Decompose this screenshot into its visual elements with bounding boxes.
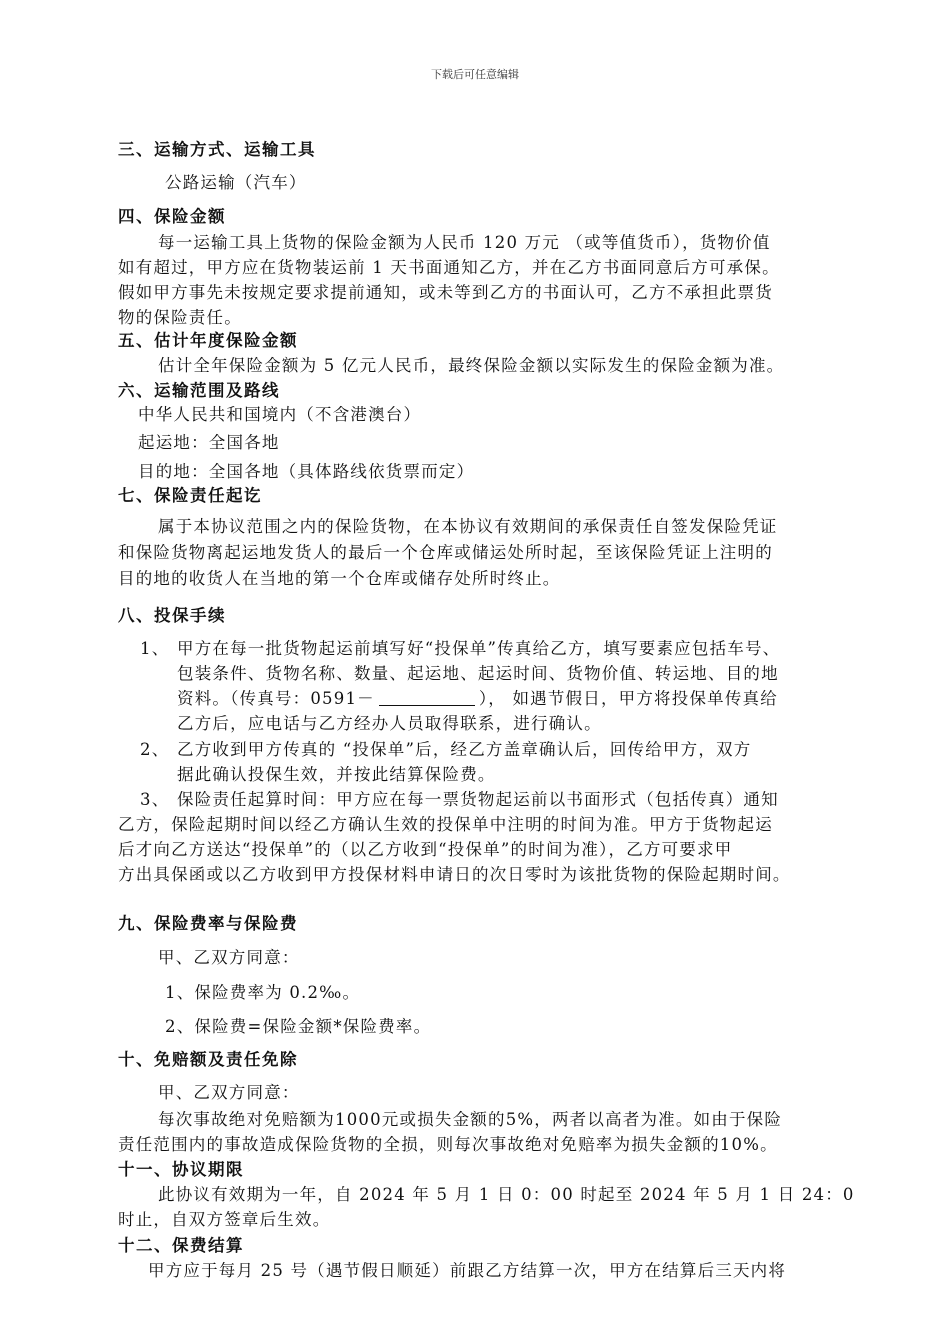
section-12-line: 甲方应于每月 25 号（遇节假日顺延）前跟乙方结算一次，甲方在结算后三天内将 <box>148 1261 787 1280</box>
section-6-heading: 六、运输范围及路线 <box>118 381 280 400</box>
section-7-line: 和保险货物离起运地发货人的最后一个仓库或储运处所时起，至该保险凭证上注明的 <box>118 543 773 562</box>
fax-number-blank <box>379 691 475 706</box>
page-header-note: 下载后可任意编辑 <box>431 68 519 81</box>
section-5-line: 估计全年保险金额为 5 亿元人民币，最终保险金额以实际发生的保险金额为准。 <box>158 356 785 375</box>
section-7-heading: 七、保险责任起讫 <box>118 486 262 505</box>
section-4-heading: 四、保险金额 <box>118 207 226 226</box>
section-7-line: 目的地的收货人在当地的第一个仓库或储存处所时终止。 <box>118 569 561 588</box>
list-item-line: 方出具保函或以乙方收到甲方投保材料申请日的次日零时为该批货物的保险起期时间。 <box>118 865 791 884</box>
list-item-line: 包装条件、货物名称、数量、起运地、起运时间、货物价值、转运地、目的地 <box>177 664 779 683</box>
list-item-line: 据此确认投保生效，并按此结算保险费。 <box>177 765 496 784</box>
section-11-line: 此协议有效期为一年，自 2024 年 5 月 1 日 0：00 时起至 2024 年 5 月 1 日 24：0 <box>158 1185 855 1204</box>
section-6-line: 起运地：全国各地 <box>138 433 280 452</box>
list-item-line: 后才向乙方送达“投保单”的（以乙方收到“投保单”的时间为准），乙方可要求甲 <box>118 840 733 859</box>
section-12-heading: 十二、保费结算 <box>118 1236 244 1255</box>
list-item-number: 2、 <box>140 740 170 759</box>
section-9-line: 1、保险费率为 0.2‰。 <box>165 983 361 1002</box>
section-7-line: 属于本协议范围之内的保险货物，在本协议有效期间的承保责任自签发保险凭证 <box>158 517 778 536</box>
list-item-line: 乙方后，应电话与乙方经办人员取得联系，进行确认。 <box>177 714 602 733</box>
list-item-number: 3、 <box>140 790 170 809</box>
section-4-line: 物的保险责任。 <box>118 308 242 327</box>
fax-tail: ）， 如遇节假日，甲方将投保单传真给 <box>478 689 778 708</box>
section-10-line: 责任范围内的事故造成保险货物的全损，则每次事故绝对免赔率为损失金额的10%。 <box>118 1135 778 1154</box>
section-9-line: 2、保险费=保险金额*保险费率。 <box>165 1017 432 1036</box>
section-9-heading: 九、保险费率与保险费 <box>118 914 298 933</box>
list-item-line: 保险责任起算时间：甲方应在每一票货物起运前以书面形式（包括传真）通知 <box>177 790 779 809</box>
section-5-heading: 五、估计年度保险金额 <box>118 331 298 350</box>
list-item-line <box>177 689 778 709</box>
section-4-line: 如有超过，甲方应在货物装运前 1 天书面通知乙方，并在乙方书面同意后方可承保。 <box>118 258 780 277</box>
section-3-heading: 三、运输方式、运输工具 <box>118 140 316 159</box>
section-4-line: 假如甲方事先未按规定要求提前通知，或未等到乙方的书面认可，乙方不承担此票货 <box>118 283 773 302</box>
section-6-line: 中华人民共和国境内（不含港澳台） <box>138 405 422 424</box>
list-item-line: 乙方收到甲方传真的 “投保单”后，经乙方盖章确认后，回传给甲方，双方 <box>177 740 752 759</box>
section-10-heading: 十、免赔额及责任免除 <box>118 1050 298 1069</box>
section-9-line: 甲、乙双方同意： <box>158 948 300 967</box>
section-10-line: 甲、乙双方同意： <box>158 1083 300 1102</box>
section-6-line: 目的地：全国各地（具体路线依货票而定） <box>138 462 475 481</box>
fax-label: 资料。（传真号：0591－ <box>177 689 375 708</box>
section-11-heading: 十一、协议期限 <box>118 1160 244 1179</box>
list-item-number: 1、 <box>140 639 170 658</box>
section-10-line: 每次事故绝对免赔额为1000元或损失金额的5%，两者以高者为准。如由于保险 <box>158 1110 783 1129</box>
list-item-line: 乙方，保险起期时间以经乙方确认生效的投保单中注明的时间为准。甲方于货物起运 <box>118 815 773 834</box>
list-item-line: 甲方在每一批货物起运前填写好“投保单”传真给乙方，填写要素应包括车号、 <box>177 639 781 658</box>
section-11-line: 时止，自双方签章后生效。 <box>118 1210 331 1229</box>
section-3-line: 公路运输（汽车） <box>165 173 307 192</box>
section-4-line: 每一运输工具上货物的保险金额为人民币 120 万元 （或等值货币），货物价值 <box>158 233 771 252</box>
section-8-heading: 八、投保手续 <box>118 606 226 625</box>
